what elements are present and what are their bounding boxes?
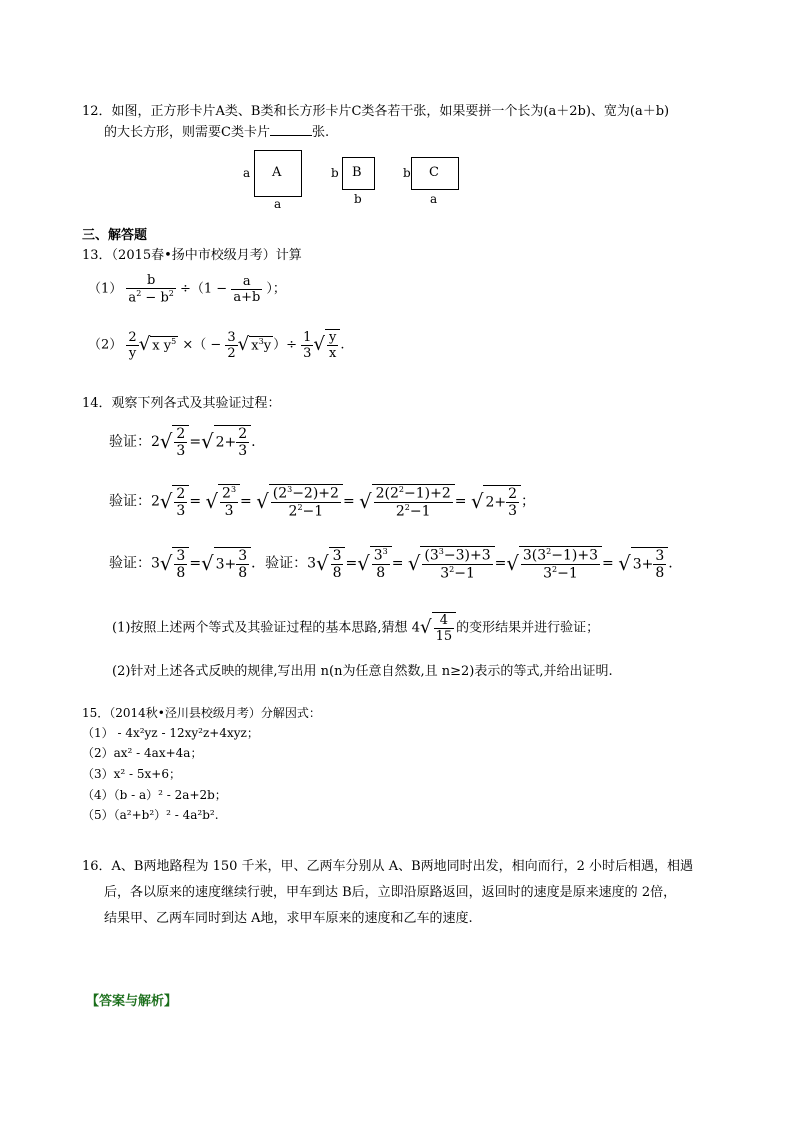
q14-title: 14．观察下列各式及其验证过程： [82,396,281,411]
q13-frac-a-over-apb: $\frac{a}{a+b}$ [233,273,261,305]
q13-part2: （2） $\frac{2}{y}$ √ x $y^5$ ×（ − $\frac{3}{2}$ √ $x^3y$ ）÷ $\frac{1}{3}$ √ $\frac{y}{x}$ . [88,329,345,361]
q12-line2-text: 的大长方形，则需要C类卡片 [104,125,270,140]
q16-line3: 结果甲、乙两车同时到达 A地，求甲车原来的速度和乙车的速度. [104,911,473,926]
q13-title: 13．（2015春•扬中市校级月考）计算 [82,248,302,263]
card-b-label: B [352,165,362,180]
q15-item-3: （3）x² - 5x+6； [82,767,181,781]
q12-blank [270,123,312,136]
q14-eq1: 验证：2√ $\frac{2}{3}$ =√ 2+ $\frac{2}{3}$ . [109,426,256,459]
q14-eq3-verify2: 验证： [265,555,308,572]
card-b-side-label: b [331,166,339,180]
q13-frac-3-over-2: $\frac{3}{2}$ [227,329,236,361]
q14-sub1-text: (1)按照上述两个等式及其验证过程的基本思路,猜想 [112,620,408,636]
card-c-bottom-label: a [430,192,438,206]
q15-item-5: （5）（a²+b²）² - 4a²b². [82,808,219,822]
q13-part1: （1） $\frac{b}{a^2 - b^2}$ ÷（1 − $\frac{a}{a+b}$ ）； [88,273,286,306]
q16-line1: 16．A、B两地路程为 150 千米，甲、乙两车分别从 A、B两地同时出发，相向而行，2 小时后相遇，相遇 [82,859,694,874]
q15-item-4: （4）（b - a）² - 2a+2b； [82,788,227,802]
q14-sub1: (1)按照上述两个等式及其验证过程的基本思路,猜想 4√ $\frac{4}{15}$ 的变形结果并进行验证； [112,613,600,644]
q14-sub1-end: 的变形结果并进行验证； [456,620,600,636]
answer-heading: 【答案与解析】 [86,994,178,1009]
card-c-side-label: b [403,166,411,180]
q14-eq3-label: 验证： [109,555,151,572]
card-b-bottom-label: b [354,192,362,206]
q13-frac-1-over-3: $\frac{1}{3}$ [303,329,312,361]
q14-eq2-label: 验证： [109,493,151,510]
q14-sub2: (2)针对上述各式反映的规律,写出用 n(n为任意自然数,且 n≥2)表示的等式,并给出证明. [112,664,613,679]
q16-line2: 后，各以原来的速度继续行驶，甲车到达 B后，立即沿原路返回，返回时的速度是原来速度的 2倍， [104,885,677,900]
q13-frac-2-over-y: $\frac{2}{y}$ [128,329,137,361]
q13-part1-label: （1） [88,281,123,297]
card-a-bottom-label: a [274,197,282,211]
q13-part2-label: （2） [88,337,123,353]
q14-eq1-label: 验证： [109,434,151,450]
q12-line1: 12．如图，正方形卡片A类、B类和长方形卡片C类各若干张，如果要拼一个长为(a＋2b)、宽为(a＋b) [82,104,670,119]
q14-eq3: 验证：3√ $\frac{3}{8}$ =√ 3+ $\frac{3}{8}$ ．验证：3√ $\frac{3}{8}$ =√ $\frac{3^3}{8}$ = √ $\frac{(3^3-3)+3}{3^2-1}$ =√ $\frac{3(3^2-1)+3}{3^2-1}$ = √ 3+ $\frac{3}{8}$ . [109,547,673,582]
section-heading: 三、解答题 [82,228,148,243]
q14-eq2: 验证：2√ $\frac{2}{3}$ = √ $\frac{2^3}{3}$ = √ $\frac{(2^3-2)+2}{2^2-1}$ = √ $\frac{2(2^2-1)+2}{2^2-1}$ = √ 2+ $\frac{2}{3}$ ； [109,485,536,520]
q15-title: 15．（2014秋•泾川县校级月考）分解因式： [82,706,321,720]
q13-frac-b-over-a2-b2: $\frac{b}{a^2 - b^2}$ [128,273,174,306]
card-c-label: C [429,165,439,180]
card-a-label: A [272,165,282,180]
q15-item-2: （2）ax² - 4ax+4a； [82,746,203,760]
card-a-side-label: a [243,166,251,180]
q15-item-1: （1） - 4x²yz - 12xy²z+4xyz； [82,726,259,740]
q12-line2-end: 张. [311,125,330,140]
q12-line2 [104,121,329,140]
